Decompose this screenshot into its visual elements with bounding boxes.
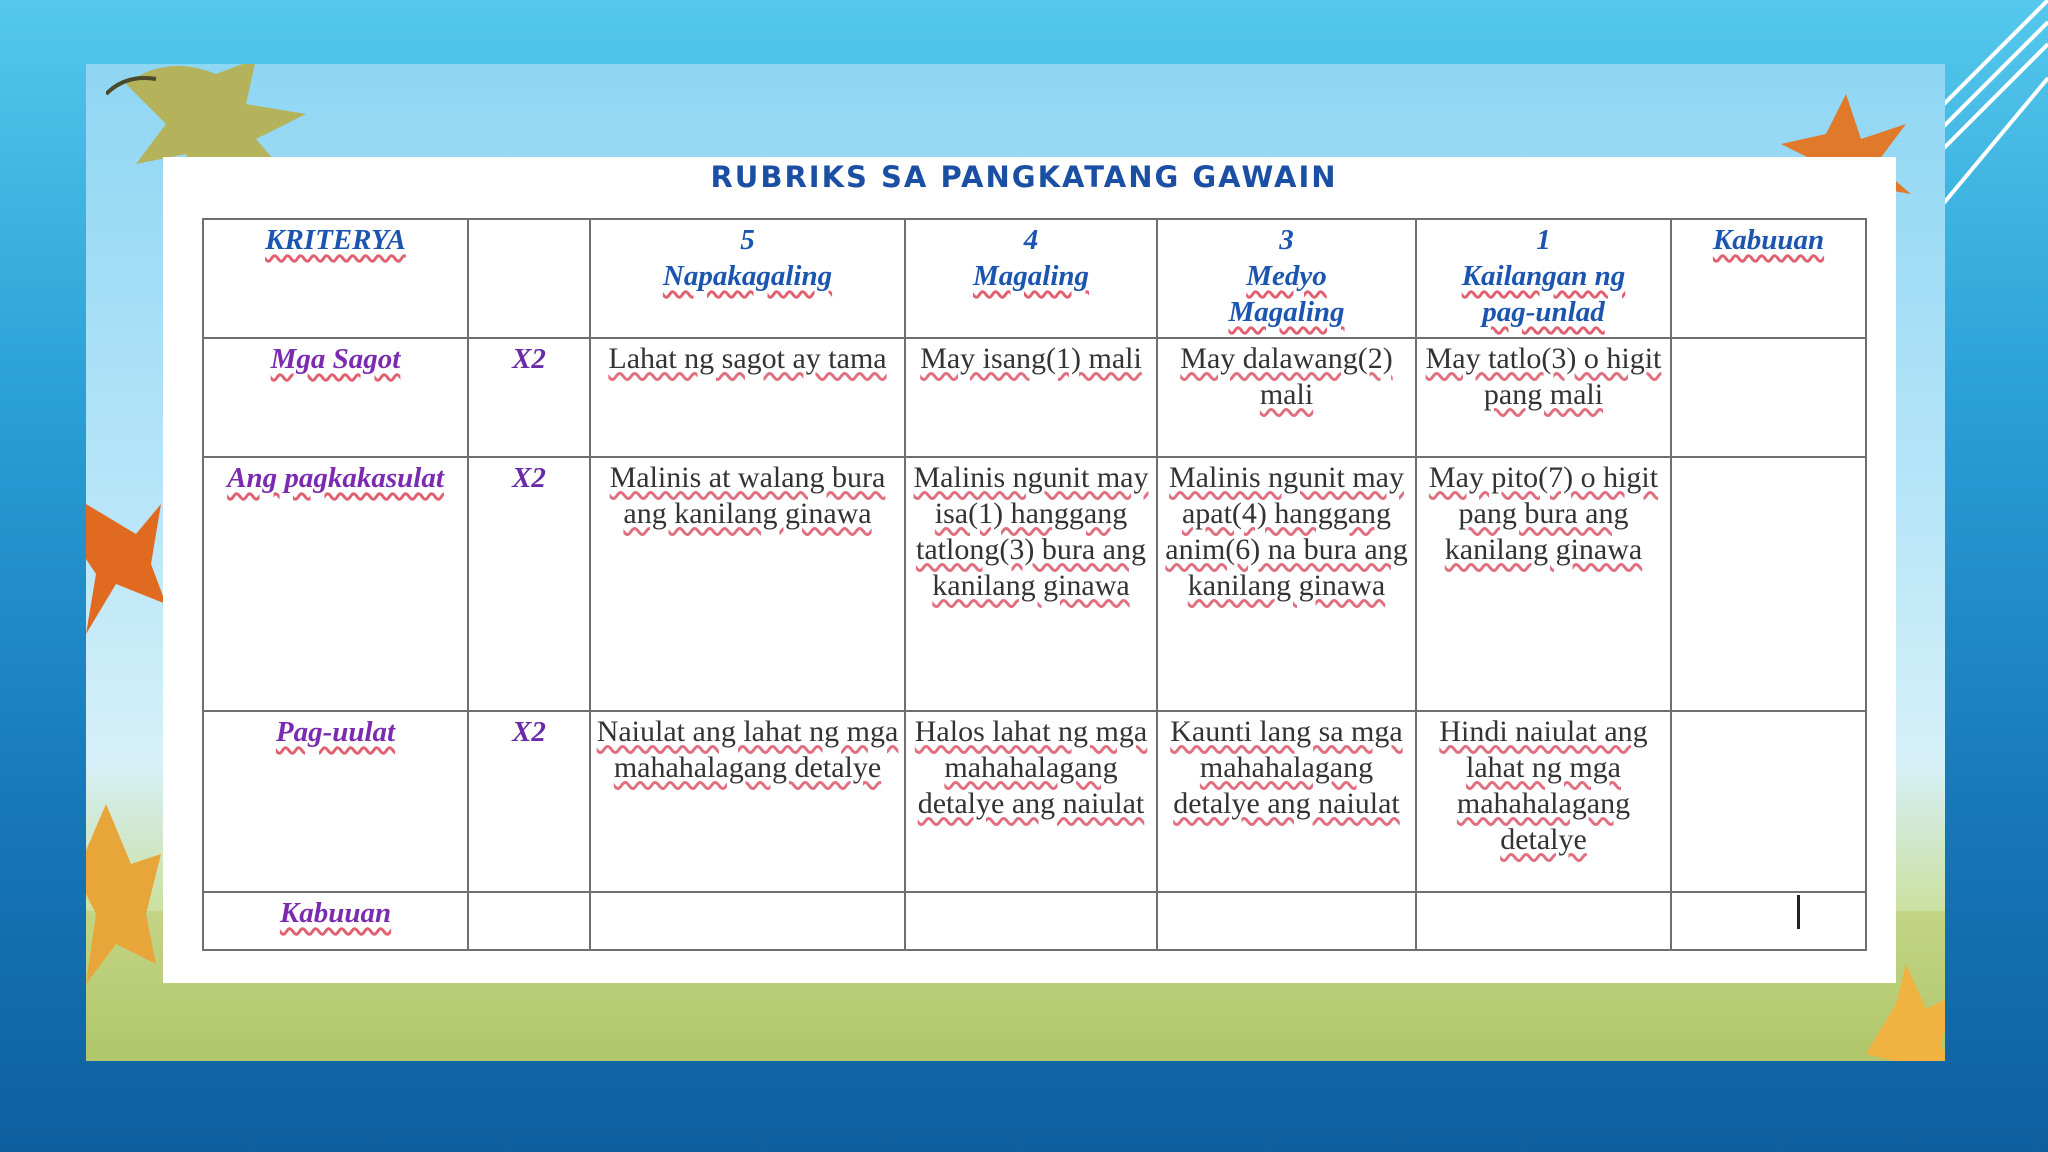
score-5-cell: Lahat ng sagot ay tama [590,338,905,457]
table-row [203,457,1866,711]
score-4-label: Magaling [972,260,1090,292]
table-row [203,338,1866,457]
header-kriterya: KRITERYA [203,219,468,338]
header-row [203,219,1866,338]
table-row [203,711,1866,892]
score-4-cell: Halos lahat ng mga mahahalagang detalye ang naiulat [905,711,1157,892]
score-3-cell: Malinis ngunit may apat(4) hanggang anim(6) na bura ang kanilang ginawa [1157,457,1416,711]
score-5-cell: Naiulat ang lahat ng mga mahahalagang detalye [590,711,905,892]
header-kabuuan: Kabuuan [1671,219,1866,338]
score-5-label: Napakagaling [662,260,833,292]
header-score-3 [1157,219,1416,338]
multiplier-cell: X2 [468,457,590,711]
score-5-number: 5 [740,224,755,256]
score-3-label-line2: Magaling [1228,296,1345,328]
criterion-cell: Mga Sagot [203,338,468,457]
footer-label-cell: Kabuuan [203,892,468,950]
header-score-5 [590,219,905,338]
footer-empty-cell[interactable] [905,892,1157,950]
footer-row [203,892,1866,950]
header-score-1 [1416,219,1671,338]
score-3-cell: Kaunti lang sa mga mahahalagang detalye ang naiulat [1157,711,1416,892]
total-cell[interactable] [1671,338,1866,457]
page-title: RUBRIKS SA PANGKATANG GAWAIN [710,160,1338,194]
text-cursor [1797,895,1800,929]
score-3-number: 3 [1279,224,1294,256]
total-cell[interactable] [1671,457,1866,711]
criterion-cell: Pag-uulat [203,711,468,892]
score-1-number: 1 [1536,224,1551,256]
multiplier-cell: X2 [468,711,590,892]
score-4-number: 4 [1023,224,1039,256]
score-3-label-line1: Medyo [1246,260,1327,292]
score-5-cell: Malinis at walang bura ang kanilang ginawa [590,457,905,711]
score-1-label-line1: Kailangan ng [1461,260,1626,292]
score-1-cell: May pito(7) o higit pang bura ang kanilang ginawa [1416,457,1671,711]
footer-empty-cell[interactable] [468,892,590,950]
yellow-leaf-decoration [86,794,166,994]
total-cell[interactable] [1671,711,1866,892]
footer-empty-cell[interactable] [1416,892,1671,950]
multiplier-cell: X2 [468,338,590,457]
header-multiplier [468,219,590,338]
header-score-4 [905,219,1157,338]
criterion-cell: Ang pagkakasulat [203,457,468,711]
score-4-cell: Malinis ngunit may isa(1) hanggang tatlong(3) bura ang kanilang ginawa [905,457,1157,711]
footer-empty-cell[interactable] [590,892,905,950]
score-1-label-line2: pag-unlad [1482,296,1605,328]
score-3-cell: May dalawang(2) mali [1157,338,1416,457]
score-1-cell: Hindi naiulat ang lahat ng mga mahahalagang detalye [1416,711,1671,892]
orange-leaf-decoration-left [86,484,166,644]
score-4-cell: May isang(1) mali [905,338,1157,457]
footer-empty-cell[interactable] [1157,892,1416,950]
footer-total-cell[interactable] [1671,892,1866,950]
score-1-cell: May tatlo(3) o higit pang mali [1416,338,1671,457]
rubric-table [202,218,1867,951]
